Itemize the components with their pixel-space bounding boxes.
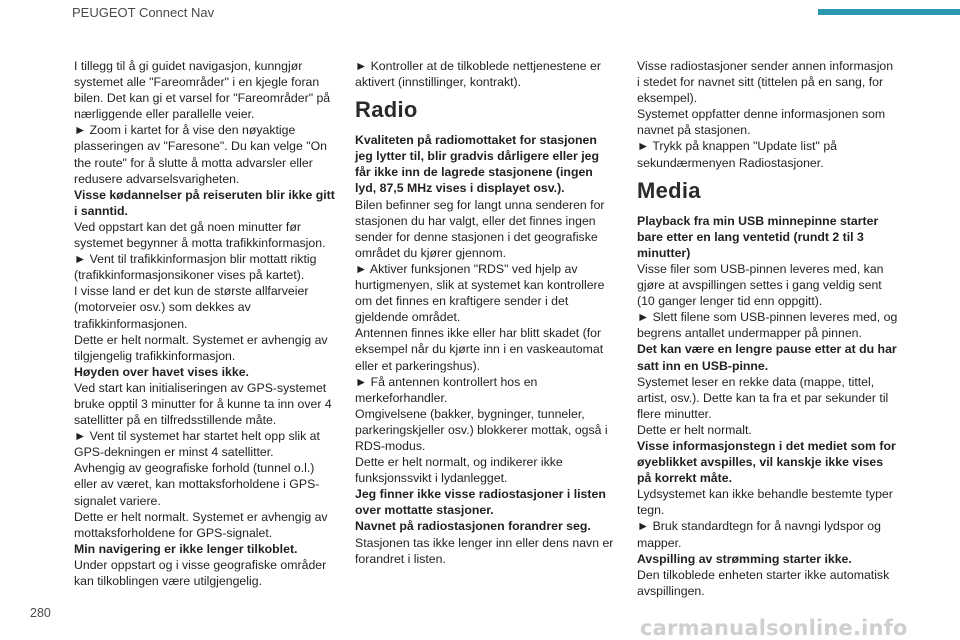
body-paragraph: ► Trykk på knappen "Update list" på sekundærmenyen Radiostasjoner. — [637, 139, 837, 170]
body-paragraph: Ved start kan initialiseringen av GPS-systemet bruke opptil 3 minutter for å kunne ta inn over 4 satellitter på en tilfredsstillende måte. — [74, 380, 332, 428]
body-paragraph: Antennen finnes ikke eller har blitt skadet (for eksempel når du kjørte inn i en vaskeautomat eller et parkeringshus). — [355, 326, 604, 373]
body-paragraph: Systemet leser en rekke data (mappe, tittel, artist, osv.). Dette kan ta fra et par sekunder til flere minutter. — [637, 374, 889, 421]
issue-heading: Visse kødannelser på reiseruten blir ikke gitt i sanntid. — [74, 187, 335, 218]
text-column-1 — [74, 58, 336, 589]
issue-heading: Det kan være en lengre pause etter at du har satt inn en USB-pinne. — [637, 342, 897, 373]
body-paragraph: Lydsystemet kan ikke behandle bestemte typer tegn. — [637, 487, 893, 518]
body-paragraph: Under oppstart og i visse geografiske områder kan tilkoblingen være utilgjengelig. — [74, 557, 327, 588]
section-heading: Radio — [355, 97, 418, 123]
body-paragraph: ► Bruk standardtegn for å navngi lydspor og mapper. — [637, 519, 881, 550]
body-paragraph: Avhengig av geografiske forhold (tunnel o.l.) eller av været, kan mottaksforholdene i GPS-signalet variere. — [74, 461, 320, 508]
body-paragraph: Stasjonen tas ikke lenger inn eller dens navn er forandret i listen. — [355, 535, 614, 566]
page-number: 280 — [30, 606, 51, 620]
body-paragraph: Systemet oppfatter denne informasjonen som navnet på stasjonen. — [637, 107, 886, 138]
body-paragraph: Bilen befinner seg for langt unna senderen for stasjonen du har valgt, eller det finnes ingen sender for denne stasjonen i det geografiske området du kjører gjennom. — [355, 197, 605, 260]
body-paragraph: ► Aktiver funksjonen "RDS" ved hjelp av hurtigmenyen, slik at systemet kan kontrollere om det finnes en kraftigere sender i det gjeldende området. — [355, 261, 605, 325]
body-paragraph: Omgivelsene (bakker, bygninger, tunneler, parkeringskjeller osv.) blokkerer mottak, også i RDS-modus. — [355, 406, 608, 453]
body-paragraph: ► Kontroller at de tilkoblede nettjenestene er aktivert (innstillinger, kontrakt). — [355, 59, 601, 90]
watermark: carmanualsonline.info — [640, 616, 908, 640]
body-paragraph: Ved oppstart kan det gå noen minutter før systemet begynner å motta trafikkinformasjon. — [74, 219, 326, 251]
body-paragraph: Visse filer som USB-pinnen leveres med, kan gjøre at avspillingen settes i gang veldig sent (10 ganger lenger tid enn oppgitt). — [637, 261, 884, 309]
body-paragraph: ► Slett filene som USB-pinnen leveres med, og begrens antallet undermapper på pinnen. — [637, 310, 898, 341]
body-paragraph: ► Vent til trafikkinformasjon blir mottatt riktig (trafikkinformasjonsikoner vises på kartet). — [74, 252, 317, 283]
text-column-3 — [637, 58, 899, 599]
text-column-2 — [355, 58, 617, 567]
body-paragraph: I visse land er det kun de største allfarveier (motorveier osv.) som dekkes av trafikkinformasjonen. — [74, 284, 309, 331]
body-paragraph: I tillegg til å gi guidet navigasjon, kunngjør systemet alle "Fareområder" i en kjegle foran bilen. Det kan gi et varsel for "Fareområder" på nærliggende eller parallelle veier. — [74, 59, 331, 122]
body-paragraph: Dette er helt normalt. Systemet er avhengig av mottaksforholdene for GPS-signalet. — [74, 509, 328, 540]
body-paragraph: Dette er helt normalt. Systemet er avhengig av tilgjengelig trafikkinformasjon. — [74, 332, 328, 363]
issue-heading: Visse informasjonstegn i det mediet som for øyeblikket avspilles, vil kanskje ikke vises på korrekt måte. — [637, 438, 896, 486]
body-paragraph: Dette er helt normalt, og indikerer ikke funksjonssvikt i lydanlegget. — [355, 455, 563, 486]
issue-heading: Navnet på radiostasjonen forandrer seg. — [355, 519, 591, 534]
issue-heading: Høyden over havet vises ikke. — [74, 364, 249, 379]
header-accent-bar — [818, 9, 960, 15]
section-heading: Media — [637, 177, 701, 203]
body-paragraph: ► Få antennen kontrollert hos en merkeforhandler. — [355, 374, 538, 405]
issue-heading: Min navigering er ikke lenger tilkoblet. — [74, 541, 298, 556]
body-paragraph: Visse radiostasjoner sender annen informasjon i stedet for navnet sitt (tittelen på en sang, for eksempel). — [637, 59, 894, 106]
issue-heading: Avspilling av strømming starter ikke. — [637, 551, 852, 566]
body-paragraph: Den tilkoblede enheten starter ikke automatisk avspillingen. — [637, 567, 890, 598]
issue-heading: Jeg finner ikke visse radiostasjoner i listen over mottatte stasjoner. — [355, 487, 606, 518]
body-paragraph: ► Vent til systemet har startet helt opp slik at GPS-dekningen er minst 4 satellitter. — [74, 429, 320, 460]
body-paragraph: ► Zoom i kartet for å vise den nøyaktige plasseringen av "Faresone". Du kan velge "On the route" for å slutte å motta advarsler eller redusere advarselsvarigheten. — [74, 123, 328, 186]
issue-heading: Playback fra min USB minnepinne starter bare etter en lang ventetid (rundt 2 til 3 minutter) — [637, 213, 879, 260]
issue-heading: Kvaliteten på radiomottaket for stasjonen jeg lytter til, blir gradvis dårligere eller jeg får ikke inn de lagrede stasjonene (ingen lyd, 87,5 MHz vises i displayet osv.). — [355, 133, 599, 196]
body-paragraph: Dette er helt normalt. — [637, 422, 752, 437]
running-header-title: PEUGEOT Connect Nav — [72, 5, 215, 20]
